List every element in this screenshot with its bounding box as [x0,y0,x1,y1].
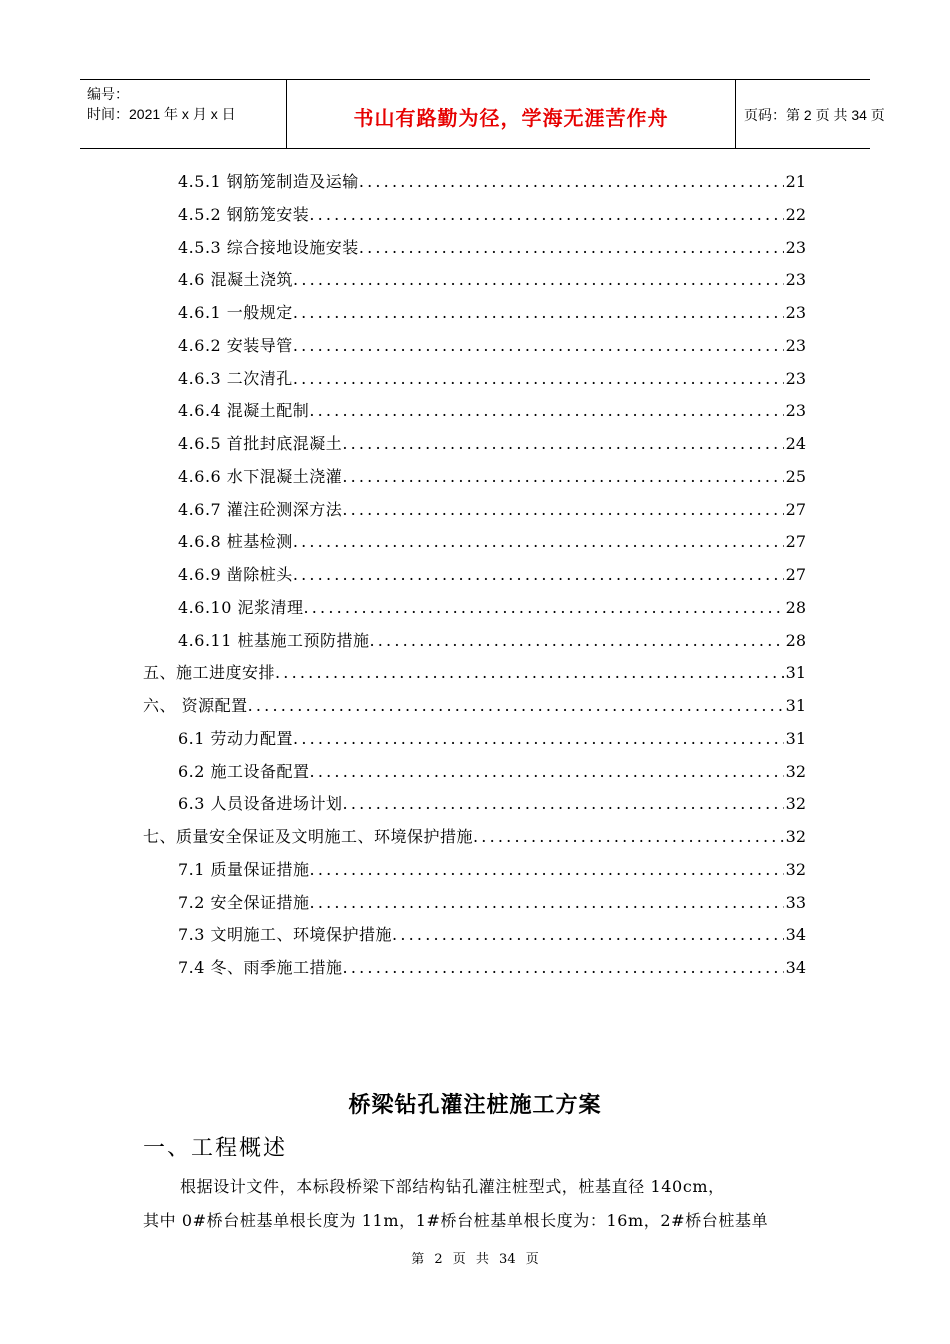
toc-entry[interactable] [178,300,806,326]
toc-entry-title: 4.5.1 钢筋笼制造及运输 [178,172,359,191]
toc-entry-title: 4.5.3 综合接地设施安装 [178,237,359,257]
toc-leader-dots [275,663,784,682]
toc-entry[interactable] [143,824,806,850]
toc-entry[interactable] [178,169,806,195]
toc-entry-page: 32 [785,859,806,879]
section-heading: 一、工程概述 [143,1136,288,1161]
document-time-label: 时间：2021 年 x 月 x 日 [87,106,236,122]
toc-leader-dots [309,401,783,420]
toc-entry-title: 六、 资源配置 [143,696,248,715]
toc-entry[interactable] [178,562,806,588]
toc-entry-page: 32 [785,827,806,846]
toc-entry-title: 4.6.2 安装导管 [178,335,293,355]
toc-entry-page: 24 [785,434,806,453]
body-line-2: 其中 0#桥台桩基单根长度为 11m，1#桥台桩基单根长度为：16m，2#桥台桩基单 [143,1211,769,1230]
toc-leader-dots [342,434,783,453]
toc-entry-title: 七、质量安全保证及文明施工、环境保护措施 [143,827,474,846]
toc-entry-page: 33 [785,892,806,912]
toc-entry-page: 27 [785,565,806,584]
toc-entry-page: 23 [785,401,806,421]
toc-entry-page: 21 [785,172,806,191]
toc-entry-page: 34 [785,958,806,977]
toc-entry[interactable] [178,857,806,883]
toc-leader-dots [359,238,784,257]
toc-entry-title: 7.1 质量保证措施 [178,859,310,879]
toc-entry-title: 7.4 冬、雨季施工措施 [178,958,343,977]
toc-entry-title: 4.6.3 二次清孔 [178,368,293,388]
toc-entry[interactable] [178,497,806,523]
toc-entry[interactable] [178,791,806,817]
toc-entry-page: 28 [785,597,806,617]
toc-entry[interactable] [178,267,806,293]
toc-entry-title: 4.6.6 水下混凝土浇灌 [178,466,343,486]
toc-entry-title: 4.6.10 泥浆清理 [178,597,304,617]
toc-entry-page: 27 [785,499,806,519]
toc-entry-title: 4.6.9 凿除桩头 [178,565,293,584]
toc-leader-dots [303,598,783,617]
page-header [80,79,885,149]
toc-entry-title: 4.6.1 一般规定 [178,303,293,322]
toc-entry-page: 23 [785,368,806,388]
toc-leader-dots [369,631,783,650]
toc-entry-title: 4.6.8 桩基检测 [178,532,293,552]
toc-entry-page: 25 [785,466,806,486]
toc-entry[interactable] [178,890,806,916]
toc-entry-title: 6.1 劳动力配置 [178,728,294,748]
toc-entry-page: 28 [785,630,806,650]
toc-entry-page: 23 [785,335,806,355]
toc-leader-dots [359,172,784,191]
document-title: 桥梁钻孔灌注桩施工方案 [348,1093,602,1118]
toc-leader-dots [293,729,784,748]
toc-entry-page: 22 [785,204,806,224]
toc-entry-title: 7.3 文明施工、环境保护措施 [178,925,393,945]
toc-entry-title: 4.6 混凝土浇筑 [178,270,294,290]
toc-entry[interactable] [178,759,806,785]
header-motto-cell [287,80,736,148]
toc-leader-dots [293,369,784,388]
toc-entry-page: 27 [785,532,806,552]
toc-entry-page: 31 [785,696,806,715]
toc-leader-dots [310,860,784,879]
toc-entry-page: 23 [785,237,806,257]
toc-entry[interactable] [178,202,806,228]
toc-entry-title: 4.6.7 灌注砼测深方法 [178,499,343,519]
toc-entry-page: 31 [785,663,806,683]
toc-leader-dots [309,205,783,224]
toc-entry-title: 五、施工进度安排 [143,663,276,683]
toc-entry[interactable] [178,398,806,424]
toc-entry-page: 32 [785,761,806,781]
toc-entry[interactable] [178,595,806,621]
toc-entry-page: 31 [785,728,806,748]
toc-leader-dots [293,336,784,355]
toc-entry-title: 4.6.11 桩基施工预防措施 [178,630,370,650]
header-page-info: 页码：第 2 页 共 34 页 [744,107,885,123]
toc-entry-page: 23 [785,270,806,290]
toc-entry-title: 7.2 安全保证措施 [178,892,310,912]
toc-entry[interactable] [178,955,806,981]
toc-leader-dots [293,270,784,289]
toc-entry[interactable] [178,333,806,359]
toc-leader-dots [342,467,783,486]
toc-leader-dots [392,925,784,944]
document-number-label: 编号： [87,86,129,102]
toc-leader-dots [310,762,784,781]
toc-leader-dots [293,565,784,584]
toc-entry[interactable] [143,660,806,686]
body-line-1: 根据设计文件，本标段桥梁下部结构钻孔灌注桩型式，桩基直径 140cm， [180,1177,725,1196]
toc-leader-dots [343,794,784,813]
toc-entry-title: 4.6.5 首批封底混凝土 [178,434,343,453]
toc-entry-title: 6.2 施工设备配置 [178,761,310,781]
toc-entry-title: 6.3 人员设备进场计划 [178,794,343,814]
toc-entry[interactable] [178,431,806,457]
toc-entry[interactable] [178,922,806,948]
toc-leader-dots [248,696,784,715]
toc-entry[interactable] [178,464,806,490]
toc-leader-dots [473,827,784,846]
toc-leader-dots [293,532,784,551]
toc-entry[interactable] [178,235,806,261]
toc-entry-title: 4.5.2 钢筋笼安装 [178,204,310,224]
toc-entry-page: 34 [785,925,806,945]
toc-leader-dots [342,500,783,519]
toc-leader-dots [343,958,784,977]
header-meta [80,80,287,148]
toc-entry-page: 32 [785,794,806,814]
toc-entry[interactable] [178,529,806,555]
toc-entry-title: 4.6.4 混凝土配制 [178,401,310,421]
toc-leader-dots [310,893,784,912]
page-footer: 第 2 页 共 34 页 [411,1252,539,1267]
toc-entry[interactable] [143,693,806,719]
toc-leader-dots [293,303,784,322]
toc-entry[interactable] [178,726,806,752]
header-motto: 书山有路勤为径，学海无涯苦作舟 [353,106,669,130]
toc-entry-page: 23 [785,303,806,322]
header-page-cell [736,80,885,148]
toc-entry[interactable] [178,628,806,654]
toc-entry[interactable] [178,366,806,392]
